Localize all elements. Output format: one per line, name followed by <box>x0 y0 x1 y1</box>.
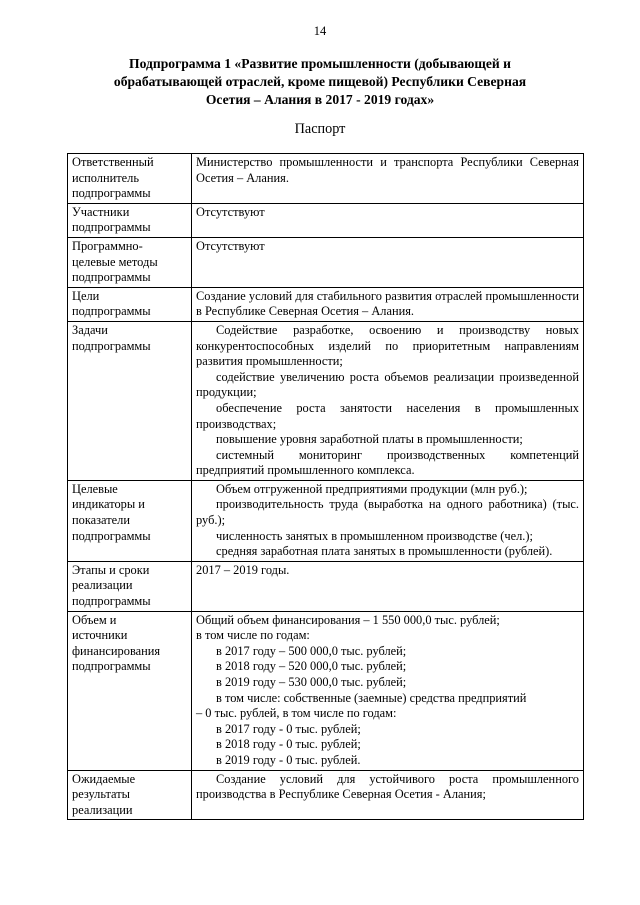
value-text: Министерство промышленности и транспорта Республики Северная Осетия – Алания. <box>196 155 579 185</box>
label-line: показатели <box>72 513 130 528</box>
label-line: Ожидаемые <box>72 771 136 786</box>
task-paragraph: системный мониторинг производственных компетенций предприятий промышленного комплекса. <box>196 447 579 478</box>
indicator-paragraph: средняя заработная плата занятых в промышленности (рублей). <box>216 544 553 559</box>
value-text: Отсутствуют <box>196 238 265 253</box>
label-line: подпрограммы <box>72 186 151 201</box>
funding-line: в том числе: собственные (заемные) средства предприятий <box>216 690 527 705</box>
table-row <box>68 203 584 237</box>
row-label <box>68 287 192 321</box>
table-row <box>68 154 584 204</box>
table-row <box>68 611 584 770</box>
label-line: подпрограммы <box>72 594 151 609</box>
label-line: подпрограммы <box>72 528 151 543</box>
row-value <box>192 287 584 321</box>
label-line: источники <box>72 628 128 643</box>
row-label <box>68 154 192 204</box>
funding-line: Общий объем финансирования – 1 550 000,0 тыс. рублей; <box>196 612 500 627</box>
table-row <box>68 237 584 287</box>
label-line: подпрограммы <box>72 338 151 353</box>
value-text: 2017 – 2019 годы. <box>196 562 290 577</box>
funding-line: в 2018 году - 0 тыс. рублей; <box>216 737 361 752</box>
indicator-paragraph: численность занятых в промышленном производстве (чел.); <box>216 528 533 543</box>
row-label <box>68 237 192 287</box>
row-value <box>192 154 584 204</box>
task-paragraph: обеспечение роста занятости населения в промышленных производствах; <box>196 400 579 431</box>
label-line: Целевые <box>72 481 118 496</box>
passport-table <box>67 153 584 820</box>
row-label <box>68 770 192 820</box>
row-value <box>192 321 584 480</box>
label-line: финансирования <box>72 643 161 658</box>
row-label <box>68 561 192 611</box>
funding-line: в 2019 году – 530 000,0 тыс. рублей; <box>216 675 407 689</box>
label-line: исполнитель <box>72 170 139 185</box>
label-line: подпрограммы <box>72 220 151 235</box>
label-line: целевые методы <box>72 254 158 269</box>
label-line: Участники <box>72 204 130 219</box>
table-row <box>68 561 584 611</box>
page-number: 14 <box>313 24 327 38</box>
row-label <box>68 321 192 480</box>
row-label <box>68 611 192 770</box>
result-paragraph: Создание условий для устойчивого роста промышленного производства в Республике Северная Осетия - Алания; <box>196 771 579 802</box>
label-line: Объем и <box>72 612 117 627</box>
table-row <box>68 287 584 321</box>
document-subtitle: Паспорт <box>294 121 346 137</box>
indicator-paragraph: производительность труда (выработка на одного работника) (тыс. руб.); <box>196 497 579 528</box>
funding-line: в 2017 году – 500 000,0 тыс. рублей; <box>216 643 407 658</box>
indicator-paragraph: Объем отгруженной предприятиями продукции (млн руб.); <box>216 481 528 496</box>
funding-line: – 0 тыс. рублей, в том числе по годам: <box>196 706 397 721</box>
label-line: подпрограммы <box>72 659 151 674</box>
funding-line: в 2018 году – 520 000,0 тыс. рублей; <box>216 659 407 674</box>
title-line: Осетия – Алания в 2017 - 2019 годах» <box>205 92 435 107</box>
label-line: подпрограммы <box>72 304 151 319</box>
value-text: Создание условий для стабильного развития отраслей промышленности в Республике Северная Осетия – Алания. <box>196 288 579 319</box>
label-line: подпрограммы <box>72 270 151 285</box>
row-value <box>192 203 584 237</box>
funding-line: в 2017 году - 0 тыс. рублей; <box>216 721 361 736</box>
label-line: Этапы и сроки <box>72 562 150 577</box>
task-paragraph: содействие увеличению роста объемов реализации произведенной продукции; <box>196 369 579 400</box>
label-line: результаты <box>72 787 130 802</box>
label-line: Программно- <box>72 238 143 253</box>
label-line: Ответственный <box>72 155 154 169</box>
task-paragraph: Содействие разработке, освоению и производству новых конкурентоспособных изделий по приоритетным направлениям развития промышленности; <box>196 322 579 369</box>
label-line: Задачи <box>72 322 108 337</box>
funding-line: в 2019 году - 0 тыс. рублей. <box>216 752 361 767</box>
label-line: реализации <box>72 802 133 817</box>
table-row <box>68 770 584 820</box>
label-line: индикаторы и <box>72 497 145 512</box>
value-text: Отсутствуют <box>196 204 265 219</box>
table-row <box>68 321 584 480</box>
table-row <box>68 480 584 561</box>
document-title <box>64 55 576 109</box>
funding-line: в том числе по годам: <box>196 628 310 643</box>
row-label <box>68 203 192 237</box>
row-value <box>192 561 584 611</box>
task-paragraph: повышение уровня заработной платы в промышленности; <box>216 432 523 447</box>
row-label <box>68 480 192 561</box>
title-line: обрабатывающей отраслей, кроме пищевой) Республики Северная <box>113 74 527 89</box>
label-line: реализации <box>72 578 133 593</box>
title-line: Подпрограмма 1 «Развитие промышленности (добывающей и <box>129 56 511 71</box>
row-value <box>192 480 584 561</box>
row-value <box>192 237 584 287</box>
row-value <box>192 770 584 820</box>
row-value <box>192 611 584 770</box>
label-line: Цели <box>72 288 100 303</box>
